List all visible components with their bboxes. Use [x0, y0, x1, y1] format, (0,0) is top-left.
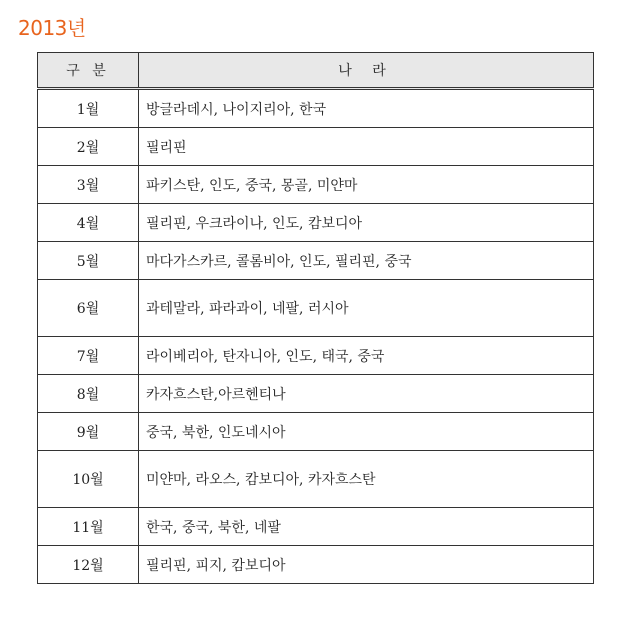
- month-cell: 10월: [38, 451, 139, 508]
- month-cell: 11월: [38, 508, 139, 546]
- countries-cell: 필리핀: [139, 128, 594, 166]
- table-row: [38, 166, 594, 204]
- month-cell: 9월: [38, 413, 139, 451]
- table-row: [38, 413, 594, 451]
- month-cell: 4월: [38, 204, 139, 242]
- countries-cell: 필리핀, 피지, 캄보디아: [139, 546, 594, 584]
- month-cell: 3월: [38, 166, 139, 204]
- table-header-row: [38, 53, 594, 89]
- table-row: [38, 546, 594, 584]
- countries-cell: 파키스탄, 인도, 중국, 몽골, 미얀마: [139, 166, 594, 204]
- table-row: [38, 375, 594, 413]
- header-country: 나 라: [139, 53, 594, 89]
- countries-cell: 라이베리아, 탄자니아, 인도, 태국, 중국: [139, 337, 594, 375]
- month-cell: 2월: [38, 128, 139, 166]
- table-row: [38, 89, 594, 128]
- table-row: [38, 128, 594, 166]
- country-table: [37, 52, 594, 584]
- month-cell: 12월: [38, 546, 139, 584]
- month-cell: 1월: [38, 89, 139, 128]
- countries-cell: 마다가스카르, 콜롬비아, 인도, 필리핀, 중국: [139, 242, 594, 280]
- table-row: [38, 451, 594, 508]
- month-cell: 8월: [38, 375, 139, 413]
- table-row: [38, 242, 594, 280]
- countries-cell: 중국, 북한, 인도네시아: [139, 413, 594, 451]
- countries-cell: 한국, 중국, 북한, 네팔: [139, 508, 594, 546]
- page-title: 2013년: [18, 16, 86, 40]
- table-body: [38, 89, 594, 584]
- countries-cell: 방글라데시, 나이지리아, 한국: [139, 89, 594, 128]
- countries-cell: 카자흐스탄,아르헨티나: [139, 375, 594, 413]
- countries-cell: 미얀마, 라오스, 캄보디아, 카자흐스탄: [139, 451, 594, 508]
- header-month: 구 분: [38, 53, 139, 89]
- countries-cell: 과테말라, 파라과이, 네팔, 러시아: [139, 280, 594, 337]
- table-row: [38, 280, 594, 337]
- countries-cell: 필리핀, 우크라이나, 인도, 캄보디아: [139, 204, 594, 242]
- month-cell: 6월: [38, 280, 139, 337]
- month-cell: 7월: [38, 337, 139, 375]
- table-row: [38, 508, 594, 546]
- table-row: [38, 337, 594, 375]
- month-cell: 5월: [38, 242, 139, 280]
- table-row: [38, 204, 594, 242]
